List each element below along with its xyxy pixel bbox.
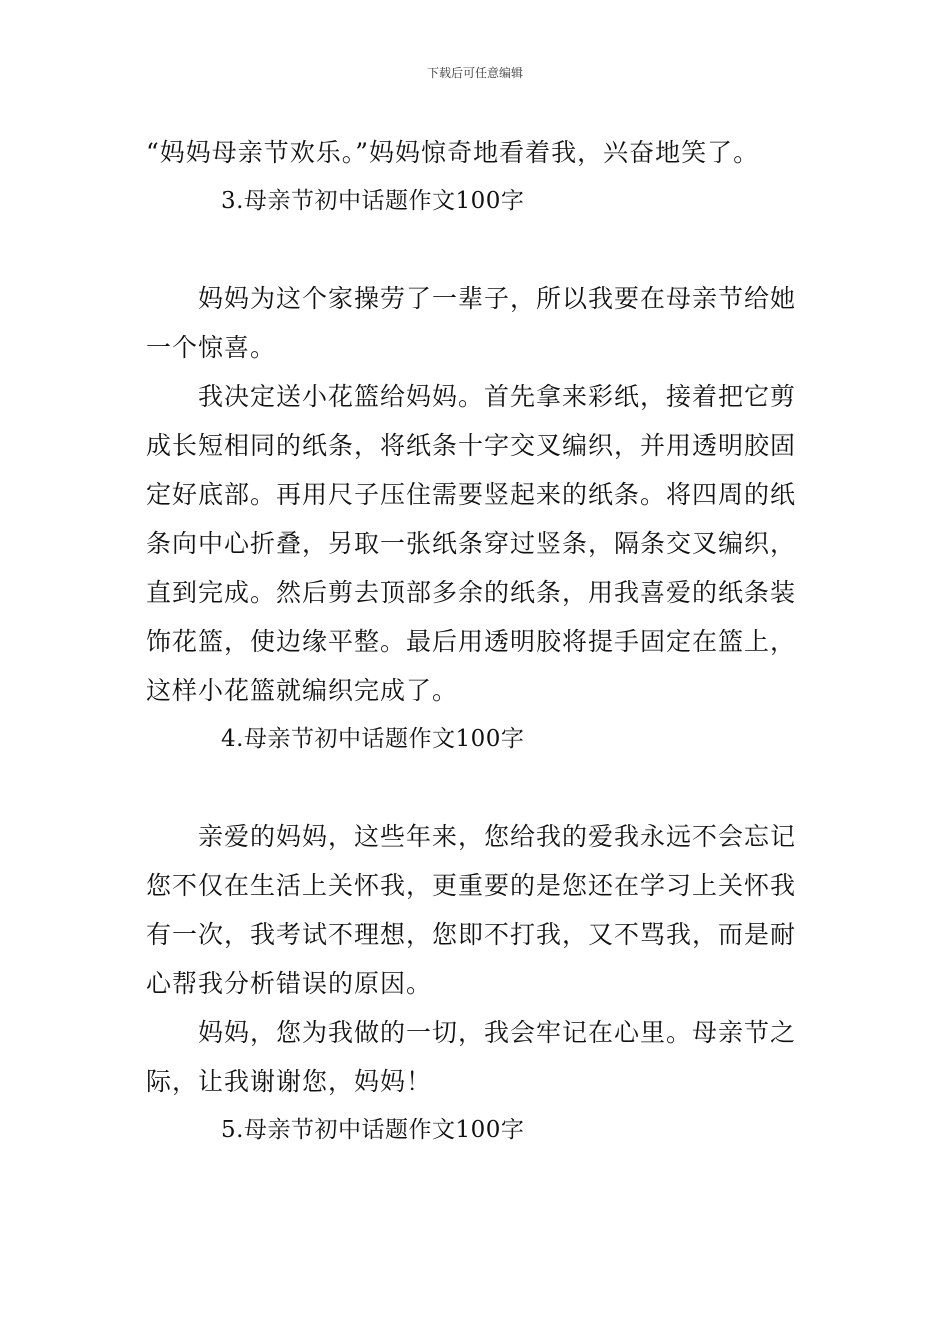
paragraph-line: 饰花篮，使边缘平整。最后用透明胶将提手固定在篮上， xyxy=(146,627,797,656)
paragraph-line: “妈妈母亲节欢乐。”妈妈惊奇地看着我，兴奋地笑了。 xyxy=(146,138,760,167)
blank-gap xyxy=(146,764,808,812)
paragraph-line: 成长短相同的纸条，将纸条十字交叉编织，并用透明胶固 xyxy=(146,431,797,460)
document-body xyxy=(146,128,808,1155)
paragraph-line: 直到完成。然后剪去顶部多余的纸条，用我喜爱的纸条装 xyxy=(146,578,797,607)
paragraph-line: 您不仅在生活上关怀我，更重要的是您还在学习上关怀我 xyxy=(146,871,797,900)
section-heading-4: 4.母亲节初中话题作文100字 xyxy=(221,726,525,752)
paragraph-line: 一个惊喜。 xyxy=(146,333,277,362)
section-heading-5: 5.母亲节初中话题作文100字 xyxy=(221,1117,525,1143)
page-header: 下载后可任意编辑 xyxy=(426,66,523,80)
paragraph-line: 亲爱的妈妈，这些年来，您给我的爱我永远不会忘记 xyxy=(198,822,797,851)
section-heading-3: 3.母亲节初中话题作文100字 xyxy=(221,188,525,214)
paragraph-line: 有一次，我考试不理想，您即不打我，又不骂我，而是耐 xyxy=(146,920,797,949)
paragraph-line: 条向中心折叠，另取一张纸条穿过竖条，隔条交叉编织， xyxy=(146,529,797,558)
blank-gap xyxy=(146,226,808,274)
paragraph-line: 妈妈，您为我做的一切，我会牢记在心里。母亲节之 xyxy=(198,1018,797,1047)
paragraph-line: 心帮我分析错误的原因。 xyxy=(146,969,433,998)
paragraph-line: 我决定送小花篮给妈妈。首先拿来彩纸，接着把它剪 xyxy=(198,382,797,411)
paragraph-line: 际，让我谢谢您，妈妈！ xyxy=(146,1067,433,1096)
paragraph-line: 妈妈为这个家操劳了一辈子，所以我要在母亲节给她 xyxy=(198,284,797,313)
paragraph-line: 这样小花篮就编织完成了。 xyxy=(146,676,459,705)
paragraph-line: 定好底部。再用尺子压住需要竖起来的纸条。将四周的纸 xyxy=(146,480,797,509)
